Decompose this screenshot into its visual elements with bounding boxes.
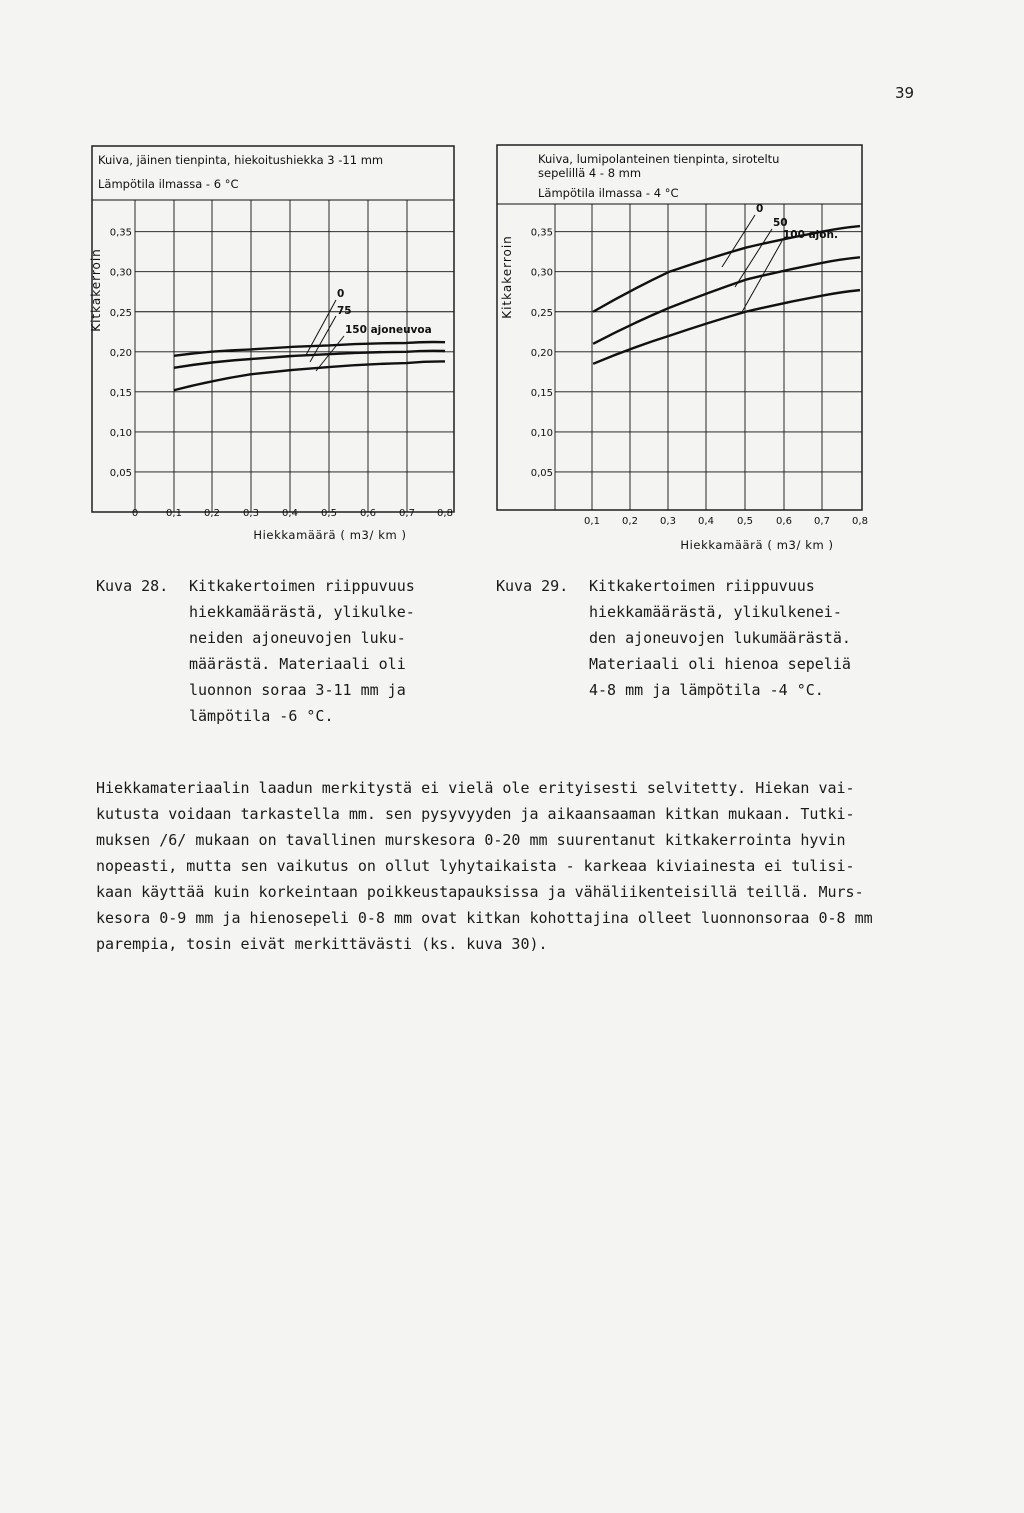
series-annotation: 50 [773, 217, 788, 229]
y-axis-label: Kitkakerroin [89, 248, 103, 332]
x-tick-label: 0,1 [584, 516, 600, 527]
figure-28-caption-text: Kitkakertoimen riippuvuus hiekkamäärästä, ylikulke- neiden ajoneuvojen luku- määrästä. Materiaali oli luonnon soraa 3-11 mm ja lämpötila -6 °C. [189, 577, 415, 725]
body-paragraph [96, 775, 936, 957]
y-tick-label: 0,25 [109, 307, 132, 319]
body-line: kesora 0-9 mm ja hienosepeli 0-8 mm ovat kitkan kohottajina olleet luonnonsoraa 0-8 mm [96, 909, 873, 927]
y-tick-label: 0,10 [109, 427, 132, 439]
x-tick-label: 0,7 [399, 508, 415, 519]
x-tick-label: 0,3 [243, 508, 259, 519]
x-tick-label: 0,4 [282, 508, 298, 519]
x-tick-label: 0,6 [360, 508, 376, 519]
y-tick-label: 0,15 [530, 387, 553, 399]
x-tick-label: 0,6 [776, 516, 792, 527]
annotation-leader [742, 241, 782, 312]
figure-29-chart [0, 0, 1024, 600]
y-tick-label: 0,20 [530, 347, 553, 359]
series-annotation: 100 ajon. [783, 229, 838, 241]
x-tick-label: 0,8 [852, 516, 868, 527]
body-line: kutusta voidaan tarkastella mm. sen pysyvyyden ja aikaansaaman kitkan mukaan. Tutki- [96, 805, 855, 823]
annotation-leader [722, 215, 755, 267]
x-tick-label: 0,5 [737, 516, 753, 527]
y-tick-label: 0,05 [109, 467, 132, 479]
x-tick-label: 0,2 [622, 516, 638, 527]
y-tick-label: 0,10 [530, 427, 553, 439]
body-line: parempia, tosin eivät merkittävästi (ks. kuva 30). [96, 935, 548, 953]
body-line: Hiekkamateriaalin laadun merkitystä ei vielä ole erityisesti selvitetty. Hiekan vai- [96, 779, 855, 797]
x-tick-label: 0,5 [321, 508, 337, 519]
body-line: nopeasti, mutta sen vaikutus on ollut lyhytaikaista - karkeaa kiviainesta ei tulisi- [96, 857, 855, 875]
chart-title-line: Kuiva, jäinen tienpinta, hiekoitushiekka 3 -11 mm [98, 153, 384, 167]
x-axis-label: Hiekkamäärä ( m3/ km ) [680, 538, 834, 552]
x-tick-label: 0 [131, 508, 139, 519]
x-tick-label: 0,7 [814, 516, 830, 527]
y-tick-label: 0,30 [530, 267, 553, 279]
x-tick-label: 0,4 [698, 516, 714, 527]
y-tick-label: 0,35 [530, 227, 553, 239]
figure-29-caption-text: Kitkakertoimen riippuvuus hiekkamäärästä, ylikulkenei- den ajoneuvojen lukumäärästä. Materiaali oli hienoa sepeliä 4-8 mm ja lämpötila -4 °C. [589, 577, 851, 699]
series-annotation: 0 [756, 203, 764, 215]
y-axis-label: Kitkakerroin [500, 235, 514, 319]
series-line [593, 290, 860, 364]
y-tick-label: 0,20 [109, 347, 132, 359]
chart-title-line: Lämpötila ilmassa - 4 °C [538, 186, 679, 200]
y-tick-label: 0,30 [109, 267, 132, 279]
x-tick-label: 0,8 [437, 508, 453, 519]
x-tick-label: 0,1 [166, 508, 182, 519]
x-axis-label: Hiekkamäärä ( m3/ km ) [253, 528, 407, 542]
y-tick-label: 0,25 [530, 307, 553, 319]
chart-title-line: Lämpötila ilmassa - 6 °C [98, 177, 239, 191]
series-annotation: 75 [337, 305, 352, 317]
x-tick-label: 0,3 [660, 516, 676, 527]
figure-29-caption-label: Kuva 29. [496, 577, 569, 595]
y-tick-label: 0,05 [530, 467, 553, 479]
series-annotation: 150 ajoneuvoa [345, 324, 432, 336]
body-line: muksen /6/ mukaan on tavallinen murskesora 0-20 mm suurentanut kitkakerrointa hyvin [96, 831, 846, 849]
figure-28-caption-label: Kuva 28. [96, 577, 169, 595]
y-tick-label: 0,15 [109, 387, 132, 399]
chart-title-line: Kuiva, lumipolanteinen tienpinta, siroteltu [538, 152, 780, 166]
series-line [593, 257, 860, 344]
figure-29-caption [496, 573, 916, 723]
y-tick-label: 0,35 [109, 227, 132, 239]
page-number: 39 [895, 84, 915, 102]
body-line: kaan käyttää kuin korkeintaan poikkeustapauksissa ja vähäliikenteisillä teillä. Murs- [96, 883, 864, 901]
figure-28-caption [96, 573, 456, 743]
x-tick-label: 0,2 [204, 508, 220, 519]
series-annotation: 0 [337, 288, 345, 300]
chart-title-line: sepelillä 4 - 8 mm [538, 166, 642, 180]
